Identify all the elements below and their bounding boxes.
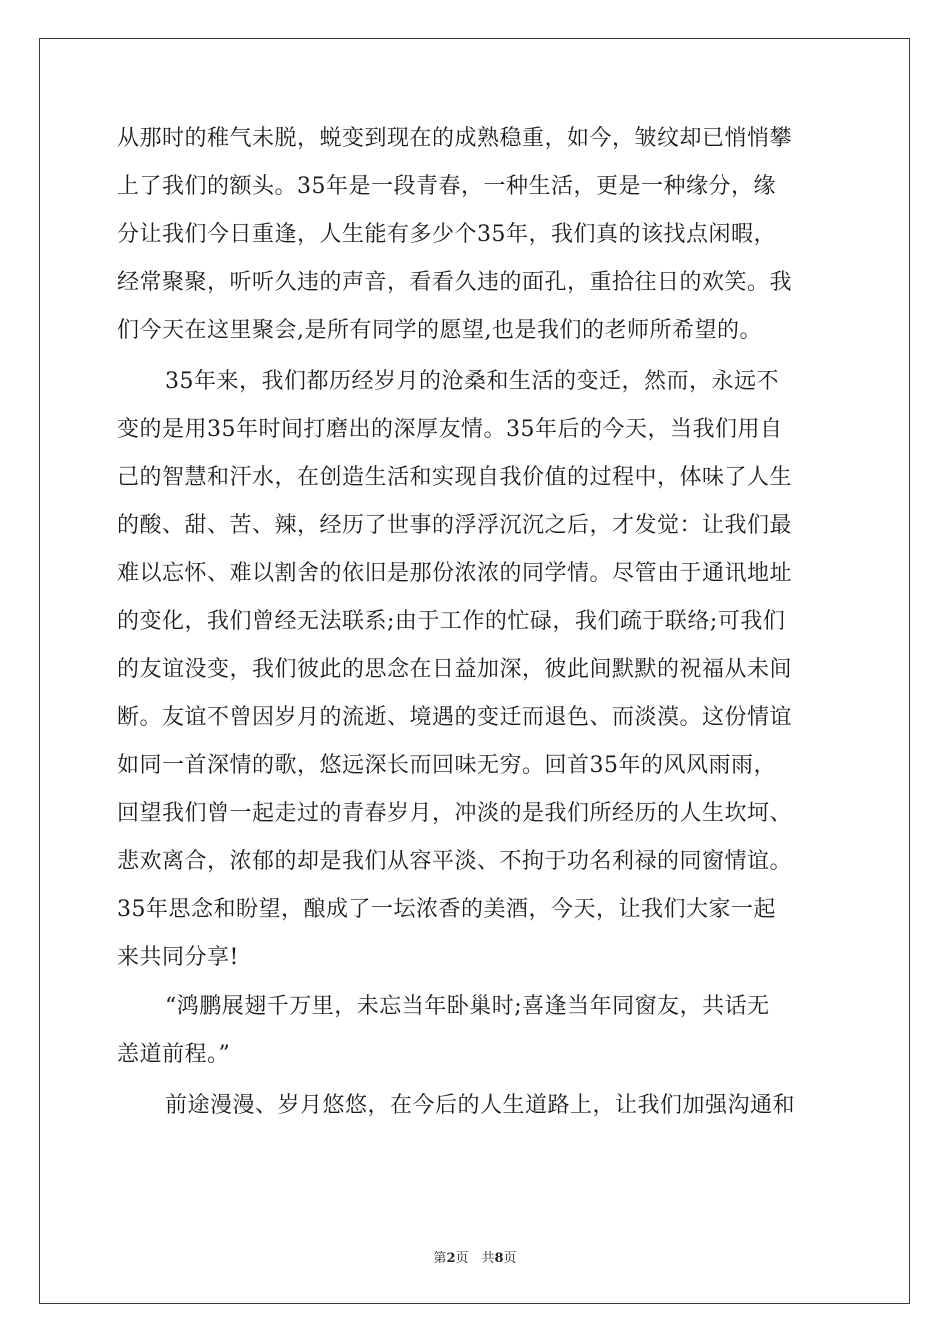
text-line: 从那时的稚气未脱，蜕变到现在的成熟稳重，如今，皱纹却已悄悄攀 [117,126,793,151]
text-line: 35年来，我们都历经岁月的沧桑和生活的变迁，然而，永远不 [165,369,779,394]
page-footer [0,1247,950,1266]
text-line: 的变化，我们曾经无法联系;由于工作的忙碌，我们疏于联络;可我们 [117,609,786,634]
text-line: 上了我们的额头。35年是一段青春，一种生活，更是一种缘分，缘 [117,174,776,199]
text-line: 难以忘怀、难以割舍的依旧是那份浓浓的同学情。尽管由于通讯地址 [117,561,793,586]
text-line: 己的智慧和汗水，在创造生活和实现自我价值的过程中，体味了人生 [117,465,793,490]
text-line: 断。友谊不曾因岁月的流逝、境遇的变迁而退色、而淡漠。这份情谊 [117,705,793,730]
text-line: 回望我们曾一起走过的青春岁月，冲淡的是我们所经历的人生坎坷、 [117,801,793,826]
page-prefix: 第 [433,1251,447,1266]
text-line: 来共同分享! [117,945,239,970]
text-line: 35年思念和盼望，酿成了一坛浓香的美酒，今天，让我们大家一起 [117,897,776,922]
text-line: 们今天在这里聚会,是所有同学的愿望,也是我们的老师所希望的。 [117,318,762,343]
text-line: 如同一首深情的歌，悠远深长而回味无穷。回首35年的风风雨雨， [117,753,776,778]
text-line: 经常聚聚，听听久违的声音，看看久违的面孔，重拾往日的欢笑。我 [117,270,793,295]
text-line: 的酸、甜、苦、辣，经历了世事的浮浮沉沉之后，才发觉：让我们最 [117,513,793,538]
page-mid: 页 共 [455,1251,495,1266]
text-line: 恙道前程。” [117,1042,231,1067]
text-line: “鸿鹏展翅千万里，未忘当年卧巢时;喜逢当年同窗友，共话无 [165,994,770,1019]
text-line: 的友谊没变，我们彼此的思念在日益加深，彼此间默默的祝福从未间 [117,657,793,682]
text-line: 变的是用35年时间打磨出的深厚友情。35年后的今天，当我们用自 [117,417,783,442]
text-line: 前途漫漫、岁月悠悠，在今后的人生道路上，让我们加强沟通和 [165,1093,796,1118]
text-line: 悲欢离合，浓郁的却是我们从容平淡、不拘于功名利禄的同窗情谊。 [117,849,793,874]
page-current: 2 [446,1251,456,1266]
page-total: 8 [494,1251,504,1266]
text-line: 分让我们今日重逢，人生能有多少个35年，我们真的该找点闲暇， [117,222,776,247]
page-suffix: 页 [503,1251,517,1266]
